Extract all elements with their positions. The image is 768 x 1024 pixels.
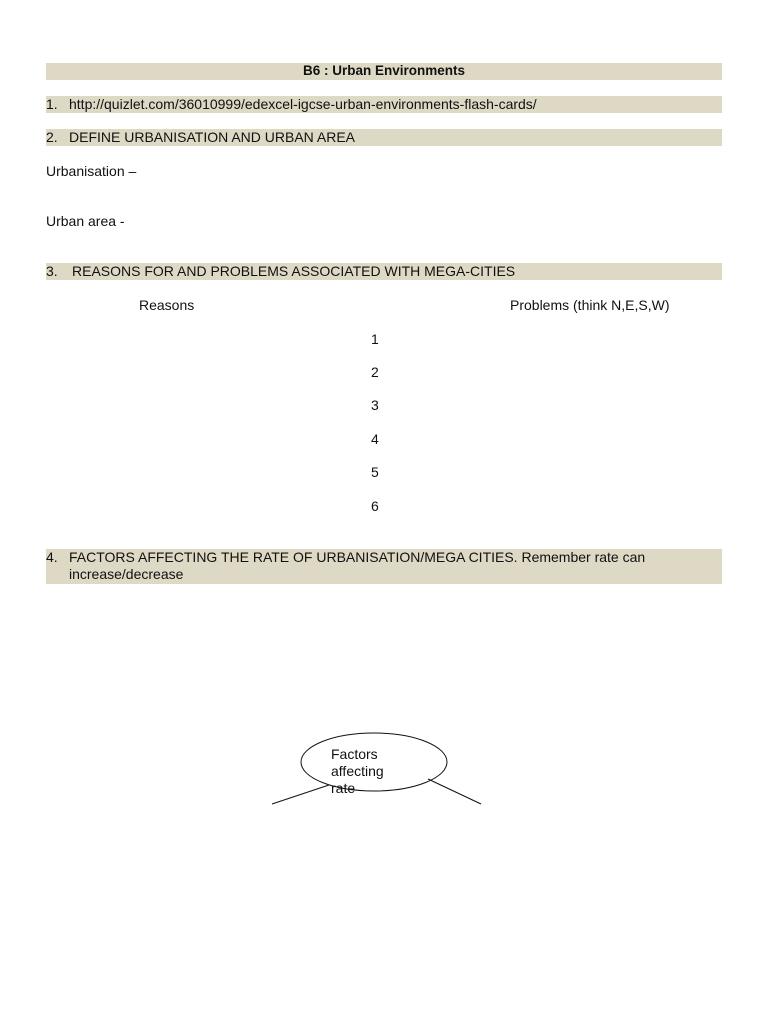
- problems-heading: Problems (think N,E,S,W): [510, 297, 670, 313]
- urban-area-label: Urban area -: [46, 213, 125, 229]
- quizlet-link[interactable]: http://quizlet.com/36010999/edexcel-igcse-urban-environments-flash-cards/: [69, 96, 537, 112]
- section-4-heading: FACTORS AFFECTING THE RATE OF URBANISATION/MEGA CITIES. Remember rate can increase/decrease: [69, 549, 646, 582]
- row-number: 1: [371, 331, 379, 347]
- row-number: 3: [371, 397, 379, 413]
- worksheet-title: B6 : Urban Environments: [46, 63, 722, 80]
- section-4-number: 4.: [46, 549, 58, 565]
- diagram-center-label: Factors affecting rate: [331, 746, 384, 796]
- reasons-heading: Reasons: [139, 297, 195, 313]
- diagram-branch-left: [272, 785, 329, 804]
- row-number: 5: [371, 464, 379, 480]
- section-3-number: 3.: [46, 263, 58, 279]
- row-number: 4: [371, 431, 379, 447]
- section-2-number: 2.: [46, 129, 58, 145]
- row-number: 2: [371, 364, 379, 380]
- section-2-heading: DEFINE URBANISATION AND URBAN AREA: [69, 129, 356, 145]
- row-number: 6: [371, 498, 379, 514]
- diagram-branch-right: [428, 779, 481, 804]
- section-1-number: 1.: [46, 96, 58, 112]
- urbanisation-label: Urbanisation –: [46, 163, 137, 179]
- section-3-heading: REASONS FOR AND PROBLEMS ASSOCIATED WITH MEGA-CITIES: [72, 263, 516, 279]
